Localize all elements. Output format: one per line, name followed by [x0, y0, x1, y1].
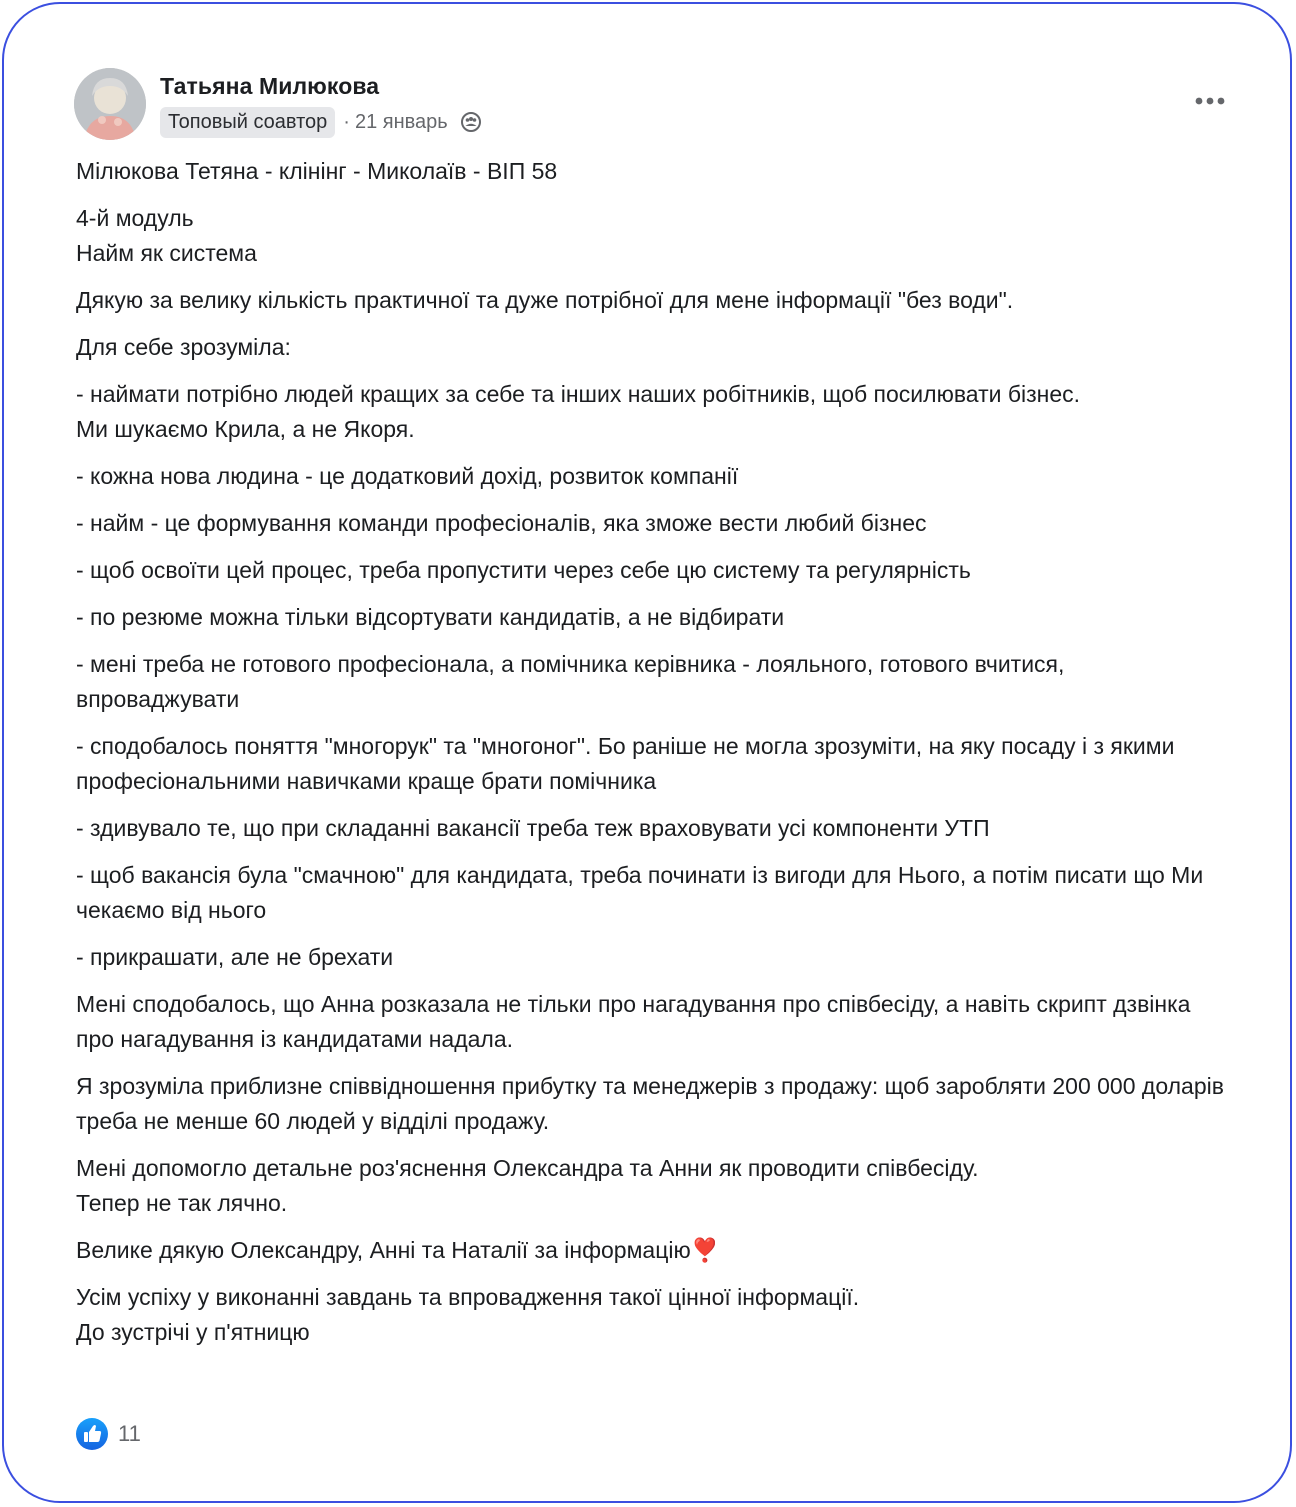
post-paragraph: - сподобалось поняття "многорук" та "многоног". Бо раніше не могла зрозуміти, на яку посаду і з якими професіональними навичками краще брати помічника: [76, 733, 1175, 794]
author-block: [160, 70, 482, 138]
group-icon: [460, 111, 482, 133]
post-paragraph: - прикрашати, але не брехати: [76, 944, 394, 970]
post-card: [2, 2, 1292, 1503]
author-name[interactable]: Татьяна Милюкова: [160, 73, 380, 99]
post-paragraph: - здивувало те, що при складанні вакансії треба теж враховувати усі компоненти УТП: [76, 815, 990, 841]
post-paragraph: Для себе зрозуміла:: [76, 334, 291, 360]
avatar-photo: [74, 68, 146, 140]
post-paragraph: - мені треба не готового професіонала, а помічника керівника - лояльного, готового вчитися, впроваджувати: [76, 651, 1065, 712]
post-paragraph: - щоб освоїти цей процес, треба пропустити через себе цю систему та регулярність: [76, 557, 971, 583]
post-paragraph: 4-й модуль Найм як система: [76, 205, 257, 266]
post-paragraph: - кожна нова людина - це додатковий дохід, розвиток компанії: [76, 463, 739, 489]
post-paragraph: - наймати потрібно людей кращих за себе та інших наших робітників, щоб посилювати бізнес. Ми шукаємо Крила, а не Якоря.: [76, 381, 1081, 442]
post-paragraph: - по резюме можна тільки відсортувати кандидатів, а не відбирати: [76, 604, 785, 630]
post-paragraph: - найм - це формування команди професіоналів, яка зможе вести любий бізнес: [76, 510, 927, 536]
post-date[interactable]: 21 январь: [354, 110, 448, 133]
meta-separator: ·: [343, 110, 350, 133]
post-body: [76, 154, 1226, 1362]
post-header: [74, 68, 1230, 142]
post-paragraph: Дякую за велику кількість практичної та дуже потрібної для мене інформації "без води".: [76, 287, 1014, 313]
post-paragraph: Велике дякую Олександру, Анні та Наталії за інформацію❣️: [76, 1237, 720, 1263]
post-paragraph: - щоб вакансія була "смачною" для кандидата, треба починати із вигоди для Нього, а потім писати що Ми чекаємо від нього: [76, 862, 1204, 923]
post-paragraph: Мені допомогло детальне роз'яснення Олександра та Анни як проводити співбесіду. Тепер не так лячно.: [76, 1155, 979, 1216]
post-paragraph: Усім успіху у виконанні завдань та впровадження такої цінної інформації. До зустрічі у п'ятницю: [76, 1284, 860, 1345]
post-paragraph: Мілюкова Тетяна - клінінг - Миколаїв - ВІП 58: [76, 158, 558, 184]
more-icon: [1194, 96, 1226, 106]
post-paragraph: Мені сподобалось, що Анна розказала не тільки про нагадування про співбесіду, а навіть скрипт дзвінка про нагадування із кандидатами надала.: [76, 991, 1191, 1052]
avatar[interactable]: [74, 68, 146, 140]
top-contributor-badge[interactable]: Топовый соавтор: [160, 107, 335, 138]
post-meta: [160, 106, 482, 138]
more-options-button[interactable]: [1190, 86, 1230, 116]
like-count: 11: [118, 1421, 141, 1446]
post-paragraph: Я зрозуміла приблизне співвідношення прибутку та менеджерів з продажу: щоб заробляти 200 000 доларів треба не менше 60 людей у відділі продажу.: [76, 1073, 1224, 1134]
like-icon: [76, 1418, 108, 1450]
reactions-summary[interactable]: [76, 1417, 141, 1451]
